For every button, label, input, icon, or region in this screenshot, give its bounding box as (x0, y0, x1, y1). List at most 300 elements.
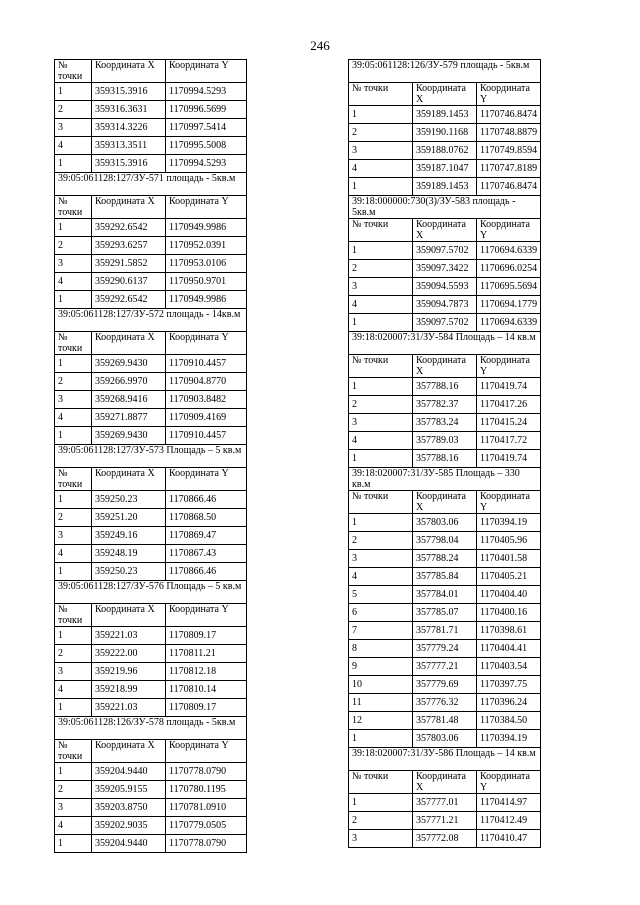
coordinate-y: 1170809.17 (166, 699, 247, 717)
coordinate-y: 1170384.50 (477, 712, 541, 730)
coordinate-x: 359097.5702 (413, 314, 477, 332)
point-number: 2 (349, 260, 413, 278)
parcel-title: 39:05:061128:127/ЗУ-576 Площадь – 5 кв.м (55, 581, 247, 604)
coordinate-x: 357785.07 (413, 604, 477, 622)
header-coordinate-y: Координата Y (166, 60, 247, 83)
coordinate-y: 1170950.9701 (166, 273, 247, 291)
table-row (55, 101, 247, 119)
point-number: 12 (349, 712, 413, 730)
coordinate-y: 1170780.1195 (166, 781, 247, 799)
coordinate-y: 1170695.5694 (477, 278, 541, 296)
coordinate-y: 1170746.8474 (477, 106, 541, 124)
coordinate-x: 359190.1168 (413, 124, 477, 142)
header-coordinate-y: Координата Y (477, 771, 541, 794)
coordinate-x: 359189.1453 (413, 106, 477, 124)
point-number: 4 (55, 137, 92, 155)
table-row (349, 640, 541, 658)
table-row (349, 450, 541, 468)
table-row (55, 155, 247, 173)
header-point-number: № точки (55, 196, 92, 219)
header-point-number: № точки (349, 83, 413, 106)
parcel-title: 39:05:061128:127/ЗУ-571 площадь - 5кв.м (55, 173, 247, 196)
coordinate-y: 1170694.6339 (477, 314, 541, 332)
point-number: 6 (349, 604, 413, 622)
coordinate-y: 1170748.8879 (477, 124, 541, 142)
coordinate-x: 359248.19 (92, 545, 166, 563)
coordinate-y: 1170869.47 (166, 527, 247, 545)
coordinate-x: 359221.03 (92, 699, 166, 717)
coordinate-x: 359188.0762 (413, 142, 477, 160)
header-coordinate-x: Координата X (92, 332, 166, 355)
point-number: 1 (349, 450, 413, 468)
coordinate-x: 359219.96 (92, 663, 166, 681)
point-number: 2 (55, 645, 92, 663)
coordinate-x: 357785.84 (413, 568, 477, 586)
table-row (55, 427, 247, 445)
point-number: 3 (55, 391, 92, 409)
table-row (349, 830, 541, 848)
table-row (349, 604, 541, 622)
header-coordinate-y: Координата Y (477, 491, 541, 514)
table-row (55, 219, 247, 237)
parcel-title: 39:18:000000:730(3)/ЗУ-583 площадь - 5кв.м (349, 196, 541, 219)
parcel-title-row (349, 748, 541, 771)
coordinate-y: 1170909.4169 (166, 409, 247, 427)
coordinate-x: 357779.24 (413, 640, 477, 658)
point-number: 3 (55, 663, 92, 681)
coordinate-y: 1170414.97 (477, 794, 541, 812)
table-row (349, 142, 541, 160)
coordinate-y: 1170994.5293 (166, 155, 247, 173)
coordinate-x: 359268.9416 (92, 391, 166, 409)
coordinate-y: 1170410.47 (477, 830, 541, 848)
point-number: 1 (55, 219, 92, 237)
coordinate-y: 1170405.96 (477, 532, 541, 550)
coordinate-y: 1170417.72 (477, 432, 541, 450)
coordinate-x: 359316.3631 (92, 101, 166, 119)
table-row (349, 260, 541, 278)
table-header-row (55, 468, 247, 491)
point-number: 3 (349, 830, 413, 848)
header-coordinate-x: Координата X (92, 196, 166, 219)
point-number: 4 (55, 817, 92, 835)
right-column (348, 59, 541, 848)
point-number: 1 (55, 563, 92, 581)
point-number: 2 (349, 396, 413, 414)
point-number: 1 (55, 627, 92, 645)
coordinate-y: 1170403.54 (477, 658, 541, 676)
coordinate-x: 357803.06 (413, 514, 477, 532)
coordinate-y: 1170419.74 (477, 450, 541, 468)
table-header-row (55, 604, 247, 627)
header-coordinate-y: Координата Y (166, 468, 247, 491)
header-coordinate-x: Координата X (92, 740, 166, 763)
point-number: 2 (349, 532, 413, 550)
coordinate-x: 359291.5852 (92, 255, 166, 273)
coordinate-x: 357803.06 (413, 730, 477, 748)
point-number: 1 (349, 730, 413, 748)
coordinate-x: 357788.24 (413, 550, 477, 568)
coordinate-y: 1170949.9986 (166, 291, 247, 309)
coordinate-x: 357777.01 (413, 794, 477, 812)
table-row (55, 763, 247, 781)
table-row (55, 291, 247, 309)
coordinate-y: 1170394.19 (477, 514, 541, 532)
coordinate-x: 357777.21 (413, 658, 477, 676)
coordinate-x: 359269.9430 (92, 355, 166, 373)
table-row (349, 296, 541, 314)
coordinate-x: 359271.8877 (92, 409, 166, 427)
table-row (55, 237, 247, 255)
point-number: 2 (55, 373, 92, 391)
coordinate-y: 1170746.8474 (477, 178, 541, 196)
coordinate-y: 1170903.8482 (166, 391, 247, 409)
table-header-row (349, 771, 541, 794)
coordinate-y: 1170397.75 (477, 676, 541, 694)
coordinate-x: 357776.32 (413, 694, 477, 712)
left-column (54, 59, 247, 853)
point-number: 3 (349, 278, 413, 296)
coordinate-x: 359293.6257 (92, 237, 166, 255)
coordinate-x: 357788.16 (413, 378, 477, 396)
point-number: 3 (349, 142, 413, 160)
table-row (55, 83, 247, 101)
coordinate-y: 1170401.58 (477, 550, 541, 568)
header-point-number: № точки (349, 219, 413, 242)
coordinate-x: 359097.5702 (413, 242, 477, 260)
coordinate-y: 1170866.46 (166, 491, 247, 509)
coordinate-x: 359314.3226 (92, 119, 166, 137)
table-row (55, 627, 247, 645)
header-coordinate-x: Координата X (413, 219, 477, 242)
header-coordinate-y: Координата Y (166, 196, 247, 219)
coordinate-y: 1170694.1779 (477, 296, 541, 314)
table-row (349, 532, 541, 550)
header-coordinate-y: Координата Y (477, 219, 541, 242)
point-number: 1 (349, 106, 413, 124)
table-row (55, 835, 247, 853)
point-number: 4 (55, 545, 92, 563)
coordinate-y: 1170811.21 (166, 645, 247, 663)
table-row (55, 545, 247, 563)
header-coordinate-y: Координата Y (166, 332, 247, 355)
table-row (349, 586, 541, 604)
table-row (349, 550, 541, 568)
coordinate-y: 1170781.0910 (166, 799, 247, 817)
table-row (349, 794, 541, 812)
header-coordinate-y: Координата Y (477, 355, 541, 378)
point-number: 1 (55, 835, 92, 853)
point-number: 8 (349, 640, 413, 658)
table-header-row (55, 332, 247, 355)
coordinate-x: 357772.08 (413, 830, 477, 848)
coordinate-y: 1170996.5699 (166, 101, 247, 119)
coordinate-x: 359203.8750 (92, 799, 166, 817)
table-header-row (55, 196, 247, 219)
parcel-title: 39:05:061128:127/ЗУ-573 Площадь – 5 кв.м (55, 445, 247, 468)
coordinate-x: 357798.04 (413, 532, 477, 550)
coordinate-x: 359315.3916 (92, 83, 166, 101)
coordinate-y: 1170953.0106 (166, 255, 247, 273)
coordinate-y: 1170809.17 (166, 627, 247, 645)
table-header-row (55, 60, 247, 83)
coordinate-y: 1170419.74 (477, 378, 541, 396)
point-number: 9 (349, 658, 413, 676)
coordinate-x: 359205.9155 (92, 781, 166, 799)
parcel-title-row (349, 60, 541, 83)
parcel-title-row (55, 717, 247, 740)
table-row (349, 124, 541, 142)
coordinate-y: 1170696.0254 (477, 260, 541, 278)
right-coordinates-table (348, 59, 541, 848)
table-header-row (349, 83, 541, 106)
parcel-title: 39:18:020007:31/ЗУ-584 Площадь – 14 кв.м (349, 332, 541, 355)
header-coordinate-x: Координата X (413, 771, 477, 794)
table-row (55, 491, 247, 509)
table-row (55, 699, 247, 717)
parcel-title-row (349, 196, 541, 219)
point-number: 5 (349, 586, 413, 604)
table-header-row (55, 740, 247, 763)
table-row (55, 781, 247, 799)
header-coordinate-x: Координата X (92, 60, 166, 83)
header-coordinate-y: Координата Y (166, 740, 247, 763)
table-row (349, 676, 541, 694)
table-row (349, 278, 541, 296)
point-number: 1 (55, 491, 92, 509)
header-coordinate-x: Координата X (413, 355, 477, 378)
point-number: 2 (55, 237, 92, 255)
coordinate-x: 359315.3916 (92, 155, 166, 173)
parcel-title-row (55, 309, 247, 332)
header-point-number: № точки (55, 332, 92, 355)
table-row (55, 681, 247, 699)
coordinate-y: 1170810.14 (166, 681, 247, 699)
coordinate-x: 359313.3511 (92, 137, 166, 155)
point-number: 3 (349, 550, 413, 568)
coordinate-y: 1170415.24 (477, 414, 541, 432)
table-row (349, 622, 541, 640)
table-row (55, 509, 247, 527)
table-header-row (349, 355, 541, 378)
point-number: 1 (55, 699, 92, 717)
point-number: 4 (349, 432, 413, 450)
coordinate-x: 359204.9440 (92, 835, 166, 853)
coordinate-y: 1170995.5008 (166, 137, 247, 155)
coordinate-y: 1170404.40 (477, 586, 541, 604)
header-point-number: № точки (55, 60, 92, 83)
table-row (55, 527, 247, 545)
header-coordinate-x: Координата X (92, 604, 166, 627)
table-row (55, 273, 247, 291)
table-row (349, 378, 541, 396)
coordinate-x: 357781.71 (413, 622, 477, 640)
coordinate-y: 1170866.46 (166, 563, 247, 581)
table-row (349, 414, 541, 432)
coordinate-y: 1170949.9986 (166, 219, 247, 237)
table-header-row (349, 491, 541, 514)
coordinate-x: 357779.69 (413, 676, 477, 694)
point-number: 1 (55, 155, 92, 173)
table-row (55, 255, 247, 273)
coordinate-y: 1170904.8770 (166, 373, 247, 391)
coordinate-y: 1170994.5293 (166, 83, 247, 101)
point-number: 1 (55, 763, 92, 781)
parcel-title: 39:18:020007:31/ЗУ-585 Площадь – 330 кв.м (349, 468, 541, 491)
coordinate-y: 1170867.43 (166, 545, 247, 563)
point-number: 1 (349, 314, 413, 332)
point-number: 1 (55, 83, 92, 101)
parcel-title: 39:18:020007:31/ЗУ-586 Площадь – 14 кв.м (349, 748, 541, 771)
coordinate-y: 1170910.4457 (166, 427, 247, 445)
coordinate-y: 1170747.8189 (477, 160, 541, 178)
table-row (55, 137, 247, 155)
header-coordinate-y: Координата Y (166, 604, 247, 627)
point-number: 1 (349, 794, 413, 812)
coordinate-x: 357781.48 (413, 712, 477, 730)
table-row (55, 373, 247, 391)
point-number: 1 (55, 355, 92, 373)
table-row (55, 119, 247, 137)
table-row (349, 514, 541, 532)
coordinate-x: 359292.6542 (92, 219, 166, 237)
table-row (349, 314, 541, 332)
table-row (349, 106, 541, 124)
point-number: 3 (55, 255, 92, 273)
table-row (349, 178, 541, 196)
point-number: 2 (55, 101, 92, 119)
point-number: 11 (349, 694, 413, 712)
table-row (55, 645, 247, 663)
coordinate-y: 1170812.18 (166, 663, 247, 681)
coordinate-x: 359189.1453 (413, 178, 477, 196)
coordinate-y: 1170749.8594 (477, 142, 541, 160)
table-row (55, 563, 247, 581)
table-row (55, 663, 247, 681)
coordinate-y: 1170412.49 (477, 812, 541, 830)
table-row (349, 812, 541, 830)
parcel-title-row (55, 445, 247, 468)
point-number: 2 (55, 781, 92, 799)
coordinate-x: 357789.03 (413, 432, 477, 450)
parcel-title-row (55, 173, 247, 196)
table-header-row (349, 219, 541, 242)
coordinate-x: 359249.16 (92, 527, 166, 545)
parcel-title-row (55, 581, 247, 604)
table-row (349, 242, 541, 260)
header-coordinate-x: Координата X (92, 468, 166, 491)
table-row (55, 799, 247, 817)
point-number: 1 (349, 378, 413, 396)
coordinate-y: 1170394.19 (477, 730, 541, 748)
parcel-title-row (349, 468, 541, 491)
coordinate-x: 359218.99 (92, 681, 166, 699)
header-point-number: № точки (55, 740, 92, 763)
parcel-title: 39:05:061128:127/ЗУ-572 площадь - 14кв.м (55, 309, 247, 332)
coordinate-x: 357784.01 (413, 586, 477, 604)
coordinate-x: 359250.23 (92, 491, 166, 509)
coordinate-x: 359187.1047 (413, 160, 477, 178)
left-coordinates-table (54, 59, 247, 853)
coordinate-x: 359221.03 (92, 627, 166, 645)
header-coordinate-x: Координата X (413, 83, 477, 106)
coordinate-y: 1170952.0391 (166, 237, 247, 255)
table-row (349, 432, 541, 450)
header-coordinate-y: Координата Y (477, 83, 541, 106)
point-number: 1 (55, 427, 92, 445)
coordinate-x: 359251.20 (92, 509, 166, 527)
header-point-number: № точки (55, 604, 92, 627)
table-row (349, 396, 541, 414)
coordinate-x: 359202.9035 (92, 817, 166, 835)
coordinate-x: 359250.23 (92, 563, 166, 581)
coordinate-x: 357783.24 (413, 414, 477, 432)
page-number: 246 (310, 38, 330, 53)
point-number: 1 (349, 514, 413, 532)
parcel-title: 39:05:061128:126/ЗУ-578 площадь - 5кв.м (55, 717, 247, 740)
coordinate-x: 359222.00 (92, 645, 166, 663)
point-number: 4 (55, 273, 92, 291)
header-coordinate-x: Координата X (413, 491, 477, 514)
coordinate-y: 1170404.41 (477, 640, 541, 658)
table-row (349, 712, 541, 730)
point-number: 7 (349, 622, 413, 640)
table-row (349, 730, 541, 748)
coordinate-y: 1170778.0790 (166, 763, 247, 781)
table-row (349, 658, 541, 676)
coordinate-x: 359097.3422 (413, 260, 477, 278)
parcel-title: 39:05:061128:126/ЗУ-579 площадь - 5кв.м (349, 60, 541, 83)
coordinate-y: 1170910.4457 (166, 355, 247, 373)
table-row (349, 568, 541, 586)
point-number: 10 (349, 676, 413, 694)
point-number: 4 (349, 160, 413, 178)
coordinate-x: 359094.7873 (413, 296, 477, 314)
coordinate-x: 359290.6137 (92, 273, 166, 291)
table-row (349, 694, 541, 712)
table-row (55, 817, 247, 835)
coordinate-x: 357771.21 (413, 812, 477, 830)
point-number: 3 (55, 119, 92, 137)
point-number: 3 (349, 414, 413, 432)
header-point-number: № точки (349, 355, 413, 378)
coordinate-x: 359094.5593 (413, 278, 477, 296)
point-number: 4 (349, 296, 413, 314)
coordinate-y: 1170694.6339 (477, 242, 541, 260)
table-row (55, 355, 247, 373)
header-point-number: № точки (349, 491, 413, 514)
coordinate-x: 357782.37 (413, 396, 477, 414)
coordinate-y: 1170400.16 (477, 604, 541, 622)
table-row (55, 409, 247, 427)
point-number: 1 (349, 178, 413, 196)
coordinate-y: 1170778.0790 (166, 835, 247, 853)
point-number: 1 (55, 291, 92, 309)
point-number: 4 (349, 568, 413, 586)
point-number: 4 (55, 409, 92, 427)
point-number: 3 (55, 527, 92, 545)
coordinate-y: 1170779.0505 (166, 817, 247, 835)
coordinate-y: 1170417.26 (477, 396, 541, 414)
coordinate-x: 359292.6542 (92, 291, 166, 309)
parcel-title-row (349, 332, 541, 355)
header-point-number: № точки (349, 771, 413, 794)
coordinate-x: 357788.16 (413, 450, 477, 468)
coordinate-y: 1170868.50 (166, 509, 247, 527)
coordinate-y: 1170398.61 (477, 622, 541, 640)
point-number: 1 (349, 242, 413, 260)
point-number: 4 (55, 681, 92, 699)
